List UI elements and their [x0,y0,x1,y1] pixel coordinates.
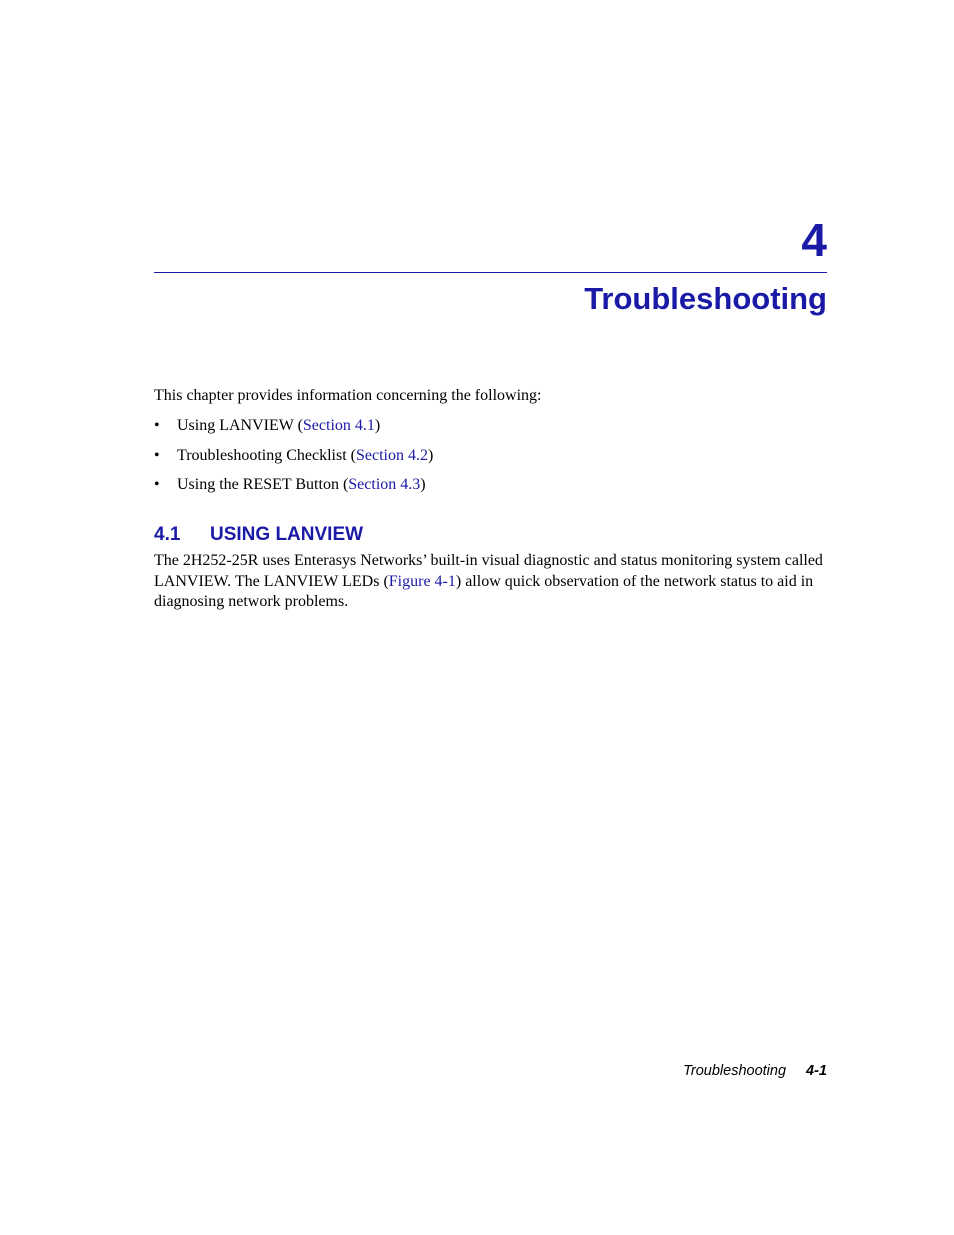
section-number: 4.1 [154,524,181,545]
page-number: 4-1 [806,1063,827,1079]
list-item-text: Troubleshooting Checklist ( [177,446,356,464]
section-heading [154,523,363,547]
section-4-2-link[interactable]: Section 4.2 [355,446,428,464]
section-4-3-link[interactable]: Section 4.3 [348,476,421,493]
bullet-icon: • [154,476,160,493]
list-item [154,416,433,436]
section-body-text-end: ) allow quick observation of the network status to aid in diagnosing network problems. [154,572,814,610]
chapter-number: 4 [801,214,827,266]
list-item-close: ) [420,476,426,493]
topic-list [154,416,433,505]
list-item-close: ) [427,446,434,464]
chapter-rule [154,272,827,273]
figure-4-1-link[interactable]: Figure 4-1 [388,572,456,590]
section-body-text: The 2H252-25R uses Enterasys Networks’ built-in visual diagnostic and status monitoring system called LANVIEW. The LANVIEW LEDs ( [154,552,823,590]
list-item-text: Using LANVIEW ( [177,417,303,434]
section-body [154,551,830,613]
footer-title: Troubleshooting [683,1063,787,1079]
page-footer [683,1061,827,1081]
bullet-icon: • [154,446,160,464]
list-item-close: ) [374,417,381,434]
bullet-icon: • [154,417,160,434]
list-item [154,446,433,466]
section-title: USING LANVIEW [210,524,364,545]
section-4-1-link[interactable]: Section 4.1 [302,417,375,434]
list-item-text: Using the RESET Button ( [177,476,349,493]
intro-paragraph: This chapter provides information concerning the following: [154,387,542,404]
list-item [154,475,433,495]
chapter-title: Troubleshooting [584,281,827,316]
